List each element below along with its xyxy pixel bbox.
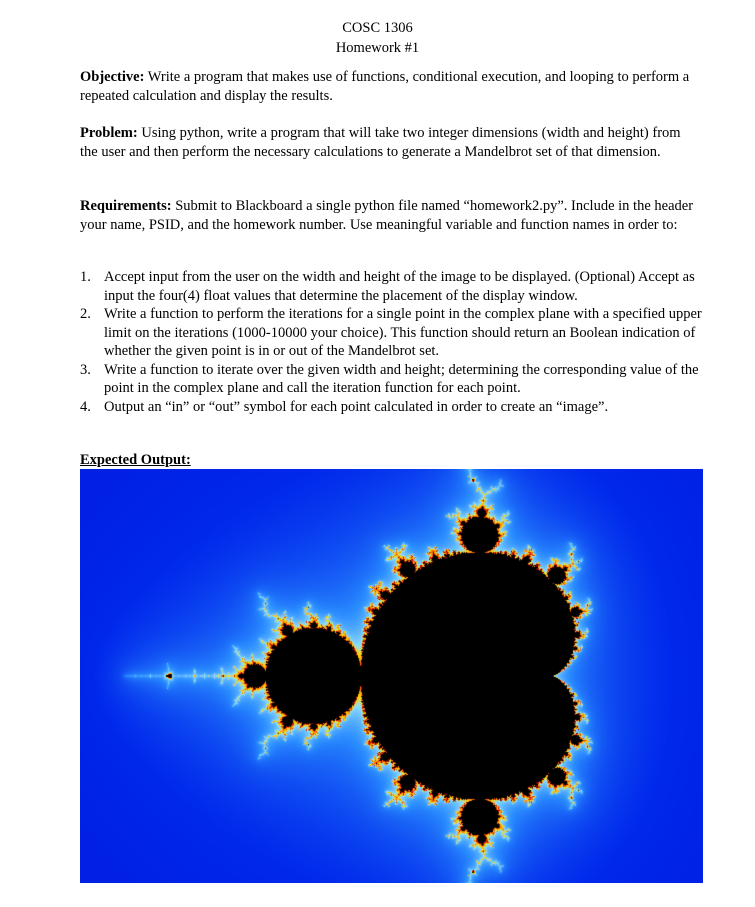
requirement-item [80, 361, 708, 398]
requirements-label: Requirements: [80, 198, 172, 214]
expected-output-heading: Expected Output: [80, 452, 191, 468]
requirement-item [80, 305, 708, 361]
requirements-list [80, 268, 708, 416]
requirement-item [80, 268, 708, 305]
course-title: COSC 1306 [342, 20, 413, 36]
requirement-text: Accept input from the user on the width and height of the image to be displayed. (Optional) Accept as input the four(4) float values that determine the placement of the display window. [104, 269, 695, 304]
requirements-text: Submit to Blackboard a single python file named “homework2.py”. Include in the header your name, PSID, and the homework number. Use meaningful variable and function names in order to: [80, 198, 694, 233]
requirement-text: Output an “in” or “out” symbol for each point calculated in order to create an “image”. [104, 398, 609, 415]
problem-label: Problem: [80, 125, 138, 141]
requirement-number: 2. [80, 306, 91, 322]
mandelbrot-image [80, 469, 703, 883]
objective-paragraph [80, 68, 695, 105]
requirement-number: 3. [80, 361, 91, 378]
objective-text: Write a program that makes use of functions, conditional execution, and looping to perform a repeated calculation and display the results. [80, 69, 690, 104]
assignment-title: Homework #1 [335, 40, 420, 56]
requirement-text: Write a function to iterate over the given width and height; determining the corresponding value of the point in the complex plane and call the iteration function for each point. [104, 361, 699, 396]
requirement-item [80, 398, 708, 417]
requirement-text: Write a function to perform the iterations for a single point in the complex plane with a specified upper limit on the iterations (1000-10000 your choice). This function should return an Boolean indication of whether the given point is in or out of the Mandelbrot set. [104, 306, 702, 359]
requirements-paragraph [80, 197, 695, 234]
problem-text: Using python, write a program that will take two integer dimensions (width and height) from the user and then perform the necessary calculations to generate a Mandelbrot set of that dimension. [80, 125, 681, 160]
requirement-number: 4. [80, 398, 91, 415]
objective-label: Objective: [80, 69, 145, 85]
problem-paragraph [80, 124, 695, 161]
requirement-number: 1. [80, 269, 91, 285]
